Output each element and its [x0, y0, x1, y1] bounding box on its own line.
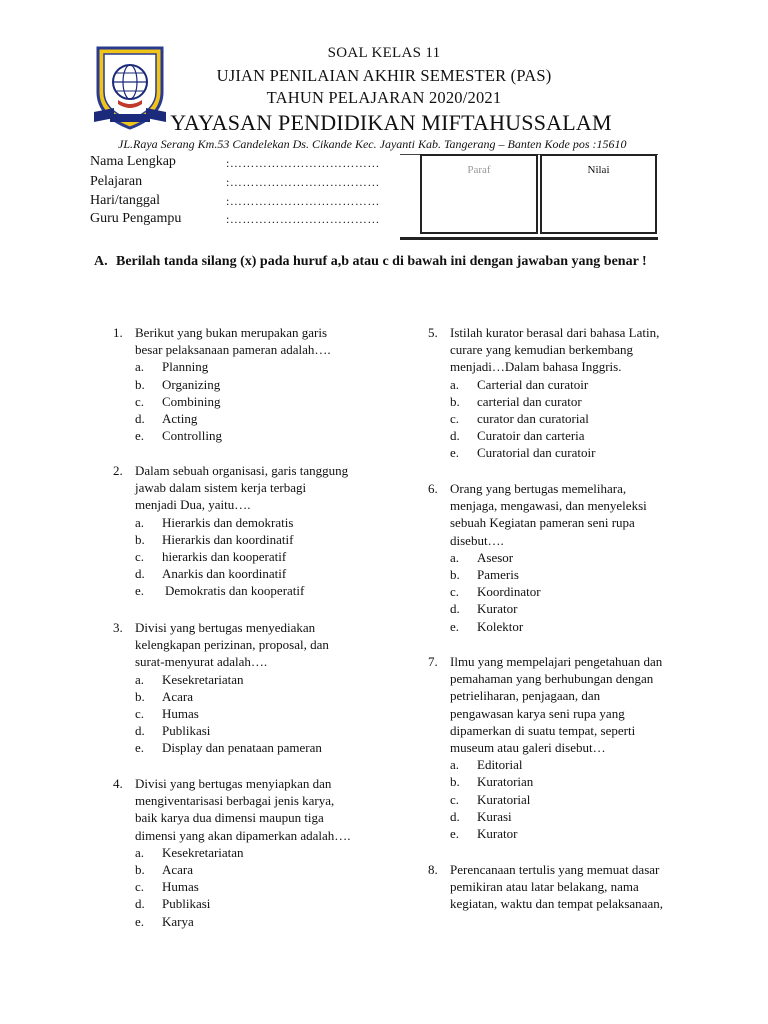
question-stem: Istilah kurator berasal dari bahasa Latin, curare yang kemudian berkembang menjadi…Dalam bahasa Inggris.: [450, 325, 660, 375]
question-stem: Divisi yang bertugas menyiapkan dan mengiventarisasi berbagai jenis karya, baik karya dua dimensi maupun tiga dimensi yang akan dipamerkan adalah….: [135, 776, 351, 843]
academic-year: TAHUN PELAJARAN 2020/2021: [266, 88, 502, 107]
section-letter: A.: [94, 254, 108, 269]
field-label-teacher: Guru Pengampu: [90, 211, 182, 226]
question-stem: Perencanaan tertulis yang memuat dasar pemikiran atau latar belakang, nama kegiatan, waktu dan tempat pelaksanaan,: [450, 862, 663, 912]
field-label-subject: Pelajaran: [90, 174, 143, 189]
soal-kelas: SOAL KELAS 11: [327, 45, 441, 61]
address: JL.Raya Serang Km.53 Candelekan Ds. Cikande Kec. Jayanti Kab. Tangerang – Banten Kode pos :15610: [118, 137, 627, 151]
question-stem: Ilmu yang mempelajari pengetahuan dan pemahaman yang berhubungan dengan petrieliharan, penjagaan, dan pengawasan karya seni rupa yang dipamerkan di suatu tempat, seperti museum atau galeri disebut…: [450, 654, 663, 756]
field-label-name: Nama Lengkap: [90, 154, 176, 169]
question-number: 7.: [428, 654, 438, 669]
paraf-label: Paraf: [467, 164, 491, 176]
question-stem: Divisi yang bertugas menyediakan kelengkapan perizinan, proposal, dan surat-menyurat adalah….: [135, 620, 329, 670]
field-name-input[interactable]: :………………………………: [226, 156, 380, 170]
section-text: Berilah tanda silang (x) pada huruf a,b atau c di bawah ini dengan jawaban yang benar !: [116, 254, 647, 269]
question-stem: Orang yang bertugas memelihara, menjaga, mengawasi, dan menyeleksi sebuah Kegiatan pameran seni rupa disebut….: [450, 481, 647, 548]
foundation-name: YAYASAN PENDIDIKAN MIFTAHUSSALAM: [170, 110, 612, 135]
field-teacher-input[interactable]: :………………………………: [226, 212, 380, 226]
question-stem: Dalam sebuah organisasi, garis tanggung jawab dalam sistem kerja terbagi menjadi Dua, yaitu….: [135, 463, 349, 513]
nilai-box[interactable]: [540, 154, 657, 234]
nilai-label: Nilai: [587, 164, 610, 176]
field-label-date: Hari/tanggal: [90, 193, 160, 208]
question-number: 6.: [428, 481, 438, 496]
question-number: 8.: [428, 862, 438, 877]
exam-title: UJIAN PENILAIAN AKHIR SEMESTER (PAS): [216, 66, 552, 85]
question-stem: Berikut yang bukan merupakan garis besar pelaksanaan pameran adalah….: [135, 325, 331, 358]
field-subject-input[interactable]: :………………………………: [226, 175, 380, 189]
question-number: 3.: [113, 620, 123, 635]
question-number: 1.: [113, 325, 123, 340]
paraf-box[interactable]: [420, 154, 538, 234]
field-date-input[interactable]: :………………………………: [226, 194, 380, 208]
question-number: 2.: [113, 463, 123, 478]
question-number: 4.: [113, 776, 123, 791]
question-number: 5.: [428, 325, 438, 340]
